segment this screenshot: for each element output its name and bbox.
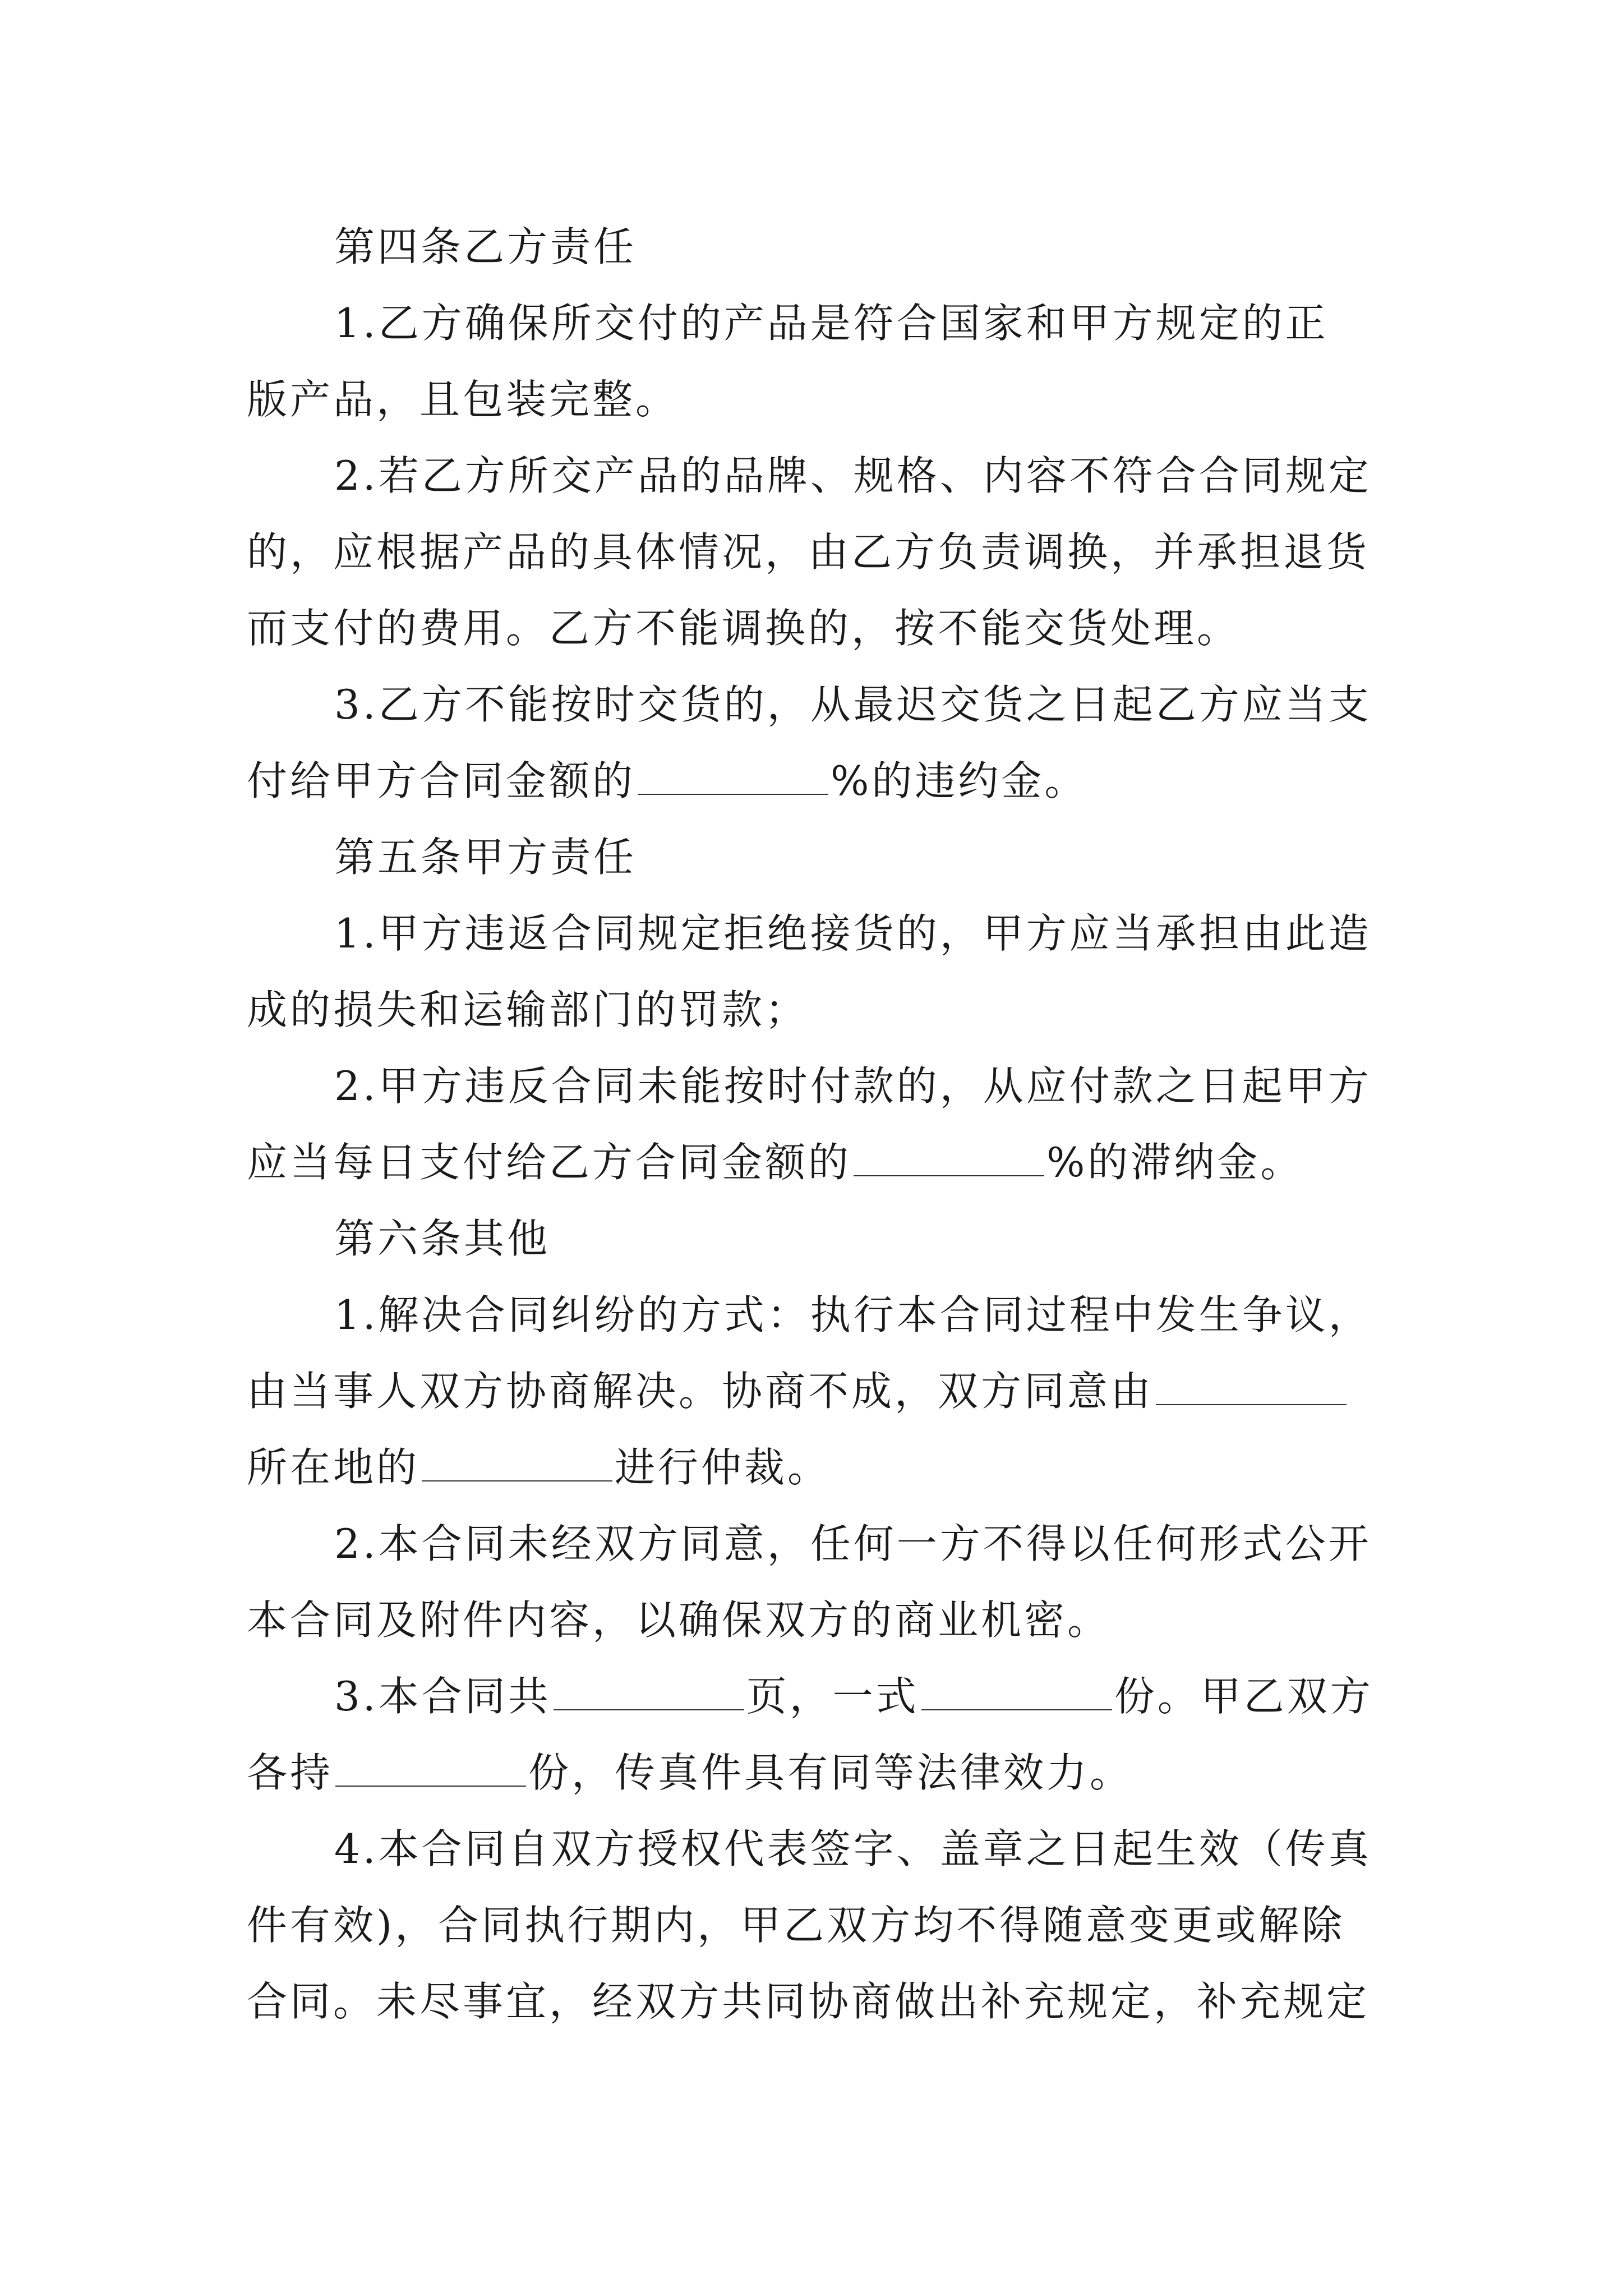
document-body — [247, 209, 1391, 2040]
paragraph-line: 版产品，且包装完整。 — [247, 376, 679, 423]
paragraph-line: 1.乙方确保所交付的产品是符合国家和甲方规定的正 — [334, 300, 1329, 347]
section-heading-4: 第四条乙方责任 — [334, 223, 637, 270]
paragraph-line — [247, 1658, 1391, 1734]
text-segment: 进行仲裁。 — [615, 1444, 831, 1491]
paragraph-line: 3.乙方不能按时交货的，从最迟交货之日起乙方应当支 — [334, 681, 1372, 728]
paragraph-line: 2.本合同未经双方同意，任何一方不得以任何形式公开 — [334, 1520, 1372, 1567]
fill-in-blank[interactable] — [422, 1447, 612, 1481]
paragraph-line — [247, 1429, 1391, 1506]
fill-in-blank[interactable] — [554, 1676, 744, 1710]
section-heading-5: 第五条甲方责任 — [334, 834, 637, 881]
fill-in-blank[interactable] — [1156, 1370, 1347, 1405]
text-segment: 3.本合同共 — [334, 1673, 551, 1720]
paragraph-line: 本合同及附件内容，以确保双方的商业机密。 — [247, 1596, 1111, 1644]
text-segment: 所在地的 — [247, 1444, 420, 1491]
paragraph-line: 的，应根据产品的具体情况，由乙方负责调换，并承担退货 — [247, 528, 1370, 576]
text-segment: %的违约金。 — [831, 757, 1088, 804]
paragraph-line: 成的损失和运输部门的罚款； — [247, 986, 809, 1033]
paragraph-line: 1.解决合同纠纷的方式：执行本合同过程中发生争议， — [334, 1291, 1372, 1338]
section-heading-6: 第六条其他 — [334, 1215, 551, 1262]
text-segment: 页，一式 — [746, 1673, 919, 1720]
paragraph-line: 2.甲方违反合同未能按时付款的，从应付款之日起甲方 — [334, 1062, 1372, 1110]
paragraph-line — [247, 1353, 1391, 1429]
text-segment: 由当事人双方协商解决。协商不成，双方同意由 — [247, 1368, 1154, 1415]
text-segment: 应当每日支付给乙方合同金额的 — [247, 1139, 852, 1186]
fill-in-blank[interactable] — [335, 1752, 526, 1787]
text-segment: 付给甲方合同金额的 — [247, 757, 636, 804]
fill-in-blank[interactable] — [638, 760, 828, 795]
text-segment: 份。甲乙双方 — [1114, 1673, 1373, 1720]
paragraph-line — [247, 1734, 1391, 1811]
paragraph-line: 4.本合同自双方授权代表签字、盖章之日起生效（传真 — [334, 1825, 1372, 1872]
text-segment: %的滞纳金。 — [1046, 1139, 1304, 1186]
paragraph-line: 合同。未尽事宜，经双方共同协商做出补充规定，补充规定 — [247, 1978, 1370, 2025]
text-segment: 各持 — [247, 1749, 334, 1796]
fill-in-blank[interactable] — [921, 1676, 1112, 1710]
text-segment: 份，传真件具有同等法律效力。 — [528, 1749, 1133, 1796]
paragraph-line: 2.若乙方所交产品的品牌、规格、内容不符合合同规定 — [334, 452, 1372, 499]
paragraph-line: 1.甲方违返合同规定拒绝接货的，甲方应当承担由此造 — [334, 910, 1372, 957]
paragraph-line — [247, 1124, 1391, 1200]
paragraph-line — [247, 743, 1391, 819]
fill-in-blank[interactable] — [854, 1142, 1044, 1176]
paragraph-line: 而支付的费用。乙方不能调换的，按不能交货处理。 — [247, 605, 1241, 652]
paragraph-line: 件有效)，合同执行期内，甲乙双方均不得随意变更或解除 — [247, 1902, 1345, 1949]
